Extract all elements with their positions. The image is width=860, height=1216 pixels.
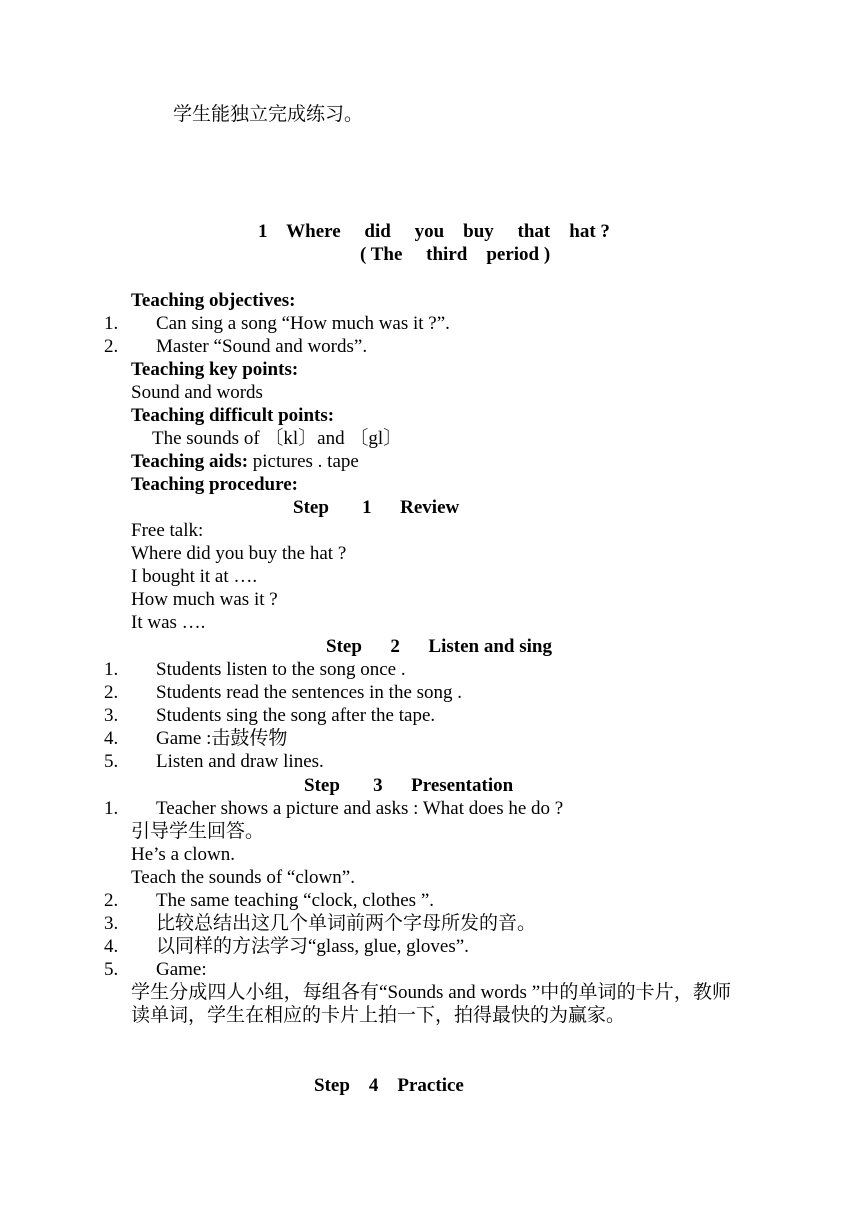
list-text: 以同样的方法学习“glass, glue, gloves”.	[156, 936, 469, 957]
key-points-heading: Teaching key points:	[131, 359, 299, 380]
difficult-points-text: The sounds of 〔kl〕and 〔gl〕	[152, 428, 403, 449]
list-text: Game :击鼓传物	[156, 728, 288, 749]
step3-line: He’s a clown.	[131, 844, 235, 865]
key-points-text: Sound and words	[131, 382, 263, 403]
step1-line: Free talk:	[131, 520, 204, 541]
objectives-heading: Teaching objectives:	[131, 290, 296, 311]
list-number: 1.	[104, 798, 119, 819]
step1-line: I bought it at ….	[131, 566, 258, 587]
step3-line: 引导学生回答。	[131, 821, 265, 842]
objective-text: Can sing a song “How much was it ?”.	[156, 313, 450, 334]
list-text: 比较总结出这几个单词前两个字母所发的音。	[156, 913, 537, 934]
list-number: 5.	[104, 959, 119, 980]
list-number: 3.	[104, 913, 119, 934]
list-number: 4.	[104, 936, 119, 957]
lesson-subtitle: ( The third period )	[360, 244, 551, 265]
list-number: 3.	[104, 705, 119, 726]
game-description: 学生分成四人小组，每组各有“Sounds and words ”中的单词的卡片，教师读单词，学生在相应的卡片上拍一下，拍得最快的为赢家。	[131, 982, 731, 1026]
step1-line: Where did you buy the hat ?	[131, 543, 347, 564]
list-number: 1.	[104, 313, 119, 334]
step1-heading: Step 1 Review	[293, 497, 460, 518]
list-number: 2.	[104, 336, 119, 357]
list-number: 5.	[104, 751, 119, 772]
difficult-points-heading: Teaching difficult points:	[131, 405, 335, 426]
lesson-title: 1 Where did you buy that hat ?	[258, 221, 610, 242]
step3-line: Teach the sounds of “clown”.	[131, 867, 355, 888]
list-number: 2.	[104, 682, 119, 703]
teaching-aids-line	[131, 450, 359, 473]
teaching-aids-value: pictures . tape	[248, 451, 359, 472]
list-number: 1.	[104, 659, 119, 680]
step1-line: It was ….	[131, 612, 206, 633]
list-number: 4.	[104, 728, 119, 749]
step2-heading: Step 2 Listen and sing	[326, 636, 552, 657]
list-text: Listen and draw lines.	[156, 751, 324, 772]
list-text: Students read the sentences in the song .	[156, 682, 463, 703]
step4-heading: Step 4 Practice	[314, 1075, 464, 1096]
step1-line: How much was it ?	[131, 589, 278, 610]
intro-line: 学生能独立完成练习。	[173, 104, 364, 125]
objective-text: Master “Sound and words”.	[156, 336, 368, 357]
step3-heading: Step 3 Presentation	[304, 775, 514, 796]
list-text: The same teaching “clock, clothes ”.	[156, 890, 435, 911]
teaching-aids-label: Teaching aids:	[131, 451, 249, 472]
list-text: Game:	[156, 959, 207, 980]
list-number: 2.	[104, 890, 119, 911]
list-text: Teacher shows a picture and asks : What does he do ?	[156, 798, 564, 819]
list-text: Students sing the song after the tape.	[156, 705, 436, 726]
procedure-heading: Teaching procedure:	[131, 474, 298, 495]
list-text: Students listen to the song once .	[156, 659, 406, 680]
